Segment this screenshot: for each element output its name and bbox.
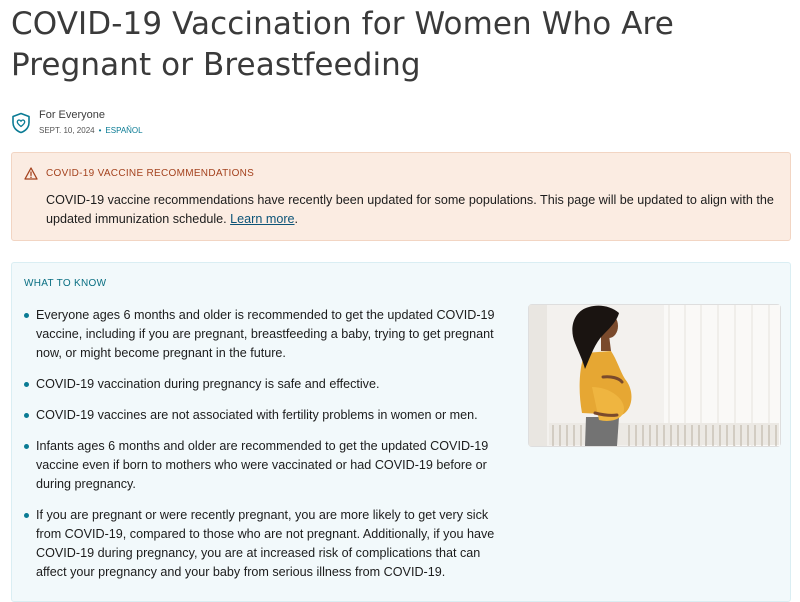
- page-title: COVID-19 Vaccination for Women Who Are Pregnant or Breastfeeding: [11, 6, 674, 83]
- meta-separator: •: [98, 126, 102, 135]
- page-meta: [11, 108, 411, 140]
- alert-end-punctuation: .: [294, 212, 299, 226]
- list-item: Everyone ages 6 months and older is recommended to get the updated COVID-19 vaccine, including if you are pregnant, breastfeeding a baby, trying to get pregnant now, or might become pregnant in the future.: [24, 306, 504, 363]
- list-item: Infants ages 6 months and older are recommended to get the updated COVID-19 vaccine even if born to mothers who were vaccinated or had COVID-19 before or during pregnancy.: [24, 437, 504, 494]
- what-to-know-box: [11, 262, 791, 602]
- alert-body-text: COVID-19 vaccine recommendations have recently been updated for some populations. This page will be updated to align with the updated immunization schedule.: [46, 193, 774, 226]
- what-to-know-list: [24, 306, 504, 594]
- warning-triangle-icon: [24, 167, 38, 180]
- alert-body: [46, 191, 776, 229]
- audience-label: For Everyone: [39, 109, 106, 121]
- list-item: COVID-19 vaccines are not associated with fertility problems in women or men.: [24, 406, 504, 425]
- publish-date: SEPT. 10, 2024: [39, 126, 95, 135]
- shield-heart-icon: [11, 112, 31, 134]
- list-item: COVID-19 vaccination during pregnancy is safe and effective.: [24, 375, 504, 394]
- photo-illustration: [529, 305, 780, 446]
- what-to-know-heading: WHAT TO KNOW: [24, 278, 107, 289]
- alert-heading: COVID-19 VACCINE RECOMMENDATIONS: [46, 168, 255, 179]
- list-item: If you are pregnant or were recently pregnant, you are more likely to get very sick from COVID-19, compared to those who are not pregnant. Additionally, if you have COVID-19 during pregnancy, you are at increased risk of complications that can affect your pregnancy and your baby from serious illness from COVID-19.: [24, 506, 504, 582]
- espanol-link[interactable]: ESPAÑOL: [105, 126, 143, 135]
- vaccine-recommendations-alert: [11, 152, 791, 241]
- learn-more-link[interactable]: Learn more: [230, 212, 295, 226]
- date-line: [39, 126, 143, 135]
- pregnant-woman-photo: [528, 304, 781, 447]
